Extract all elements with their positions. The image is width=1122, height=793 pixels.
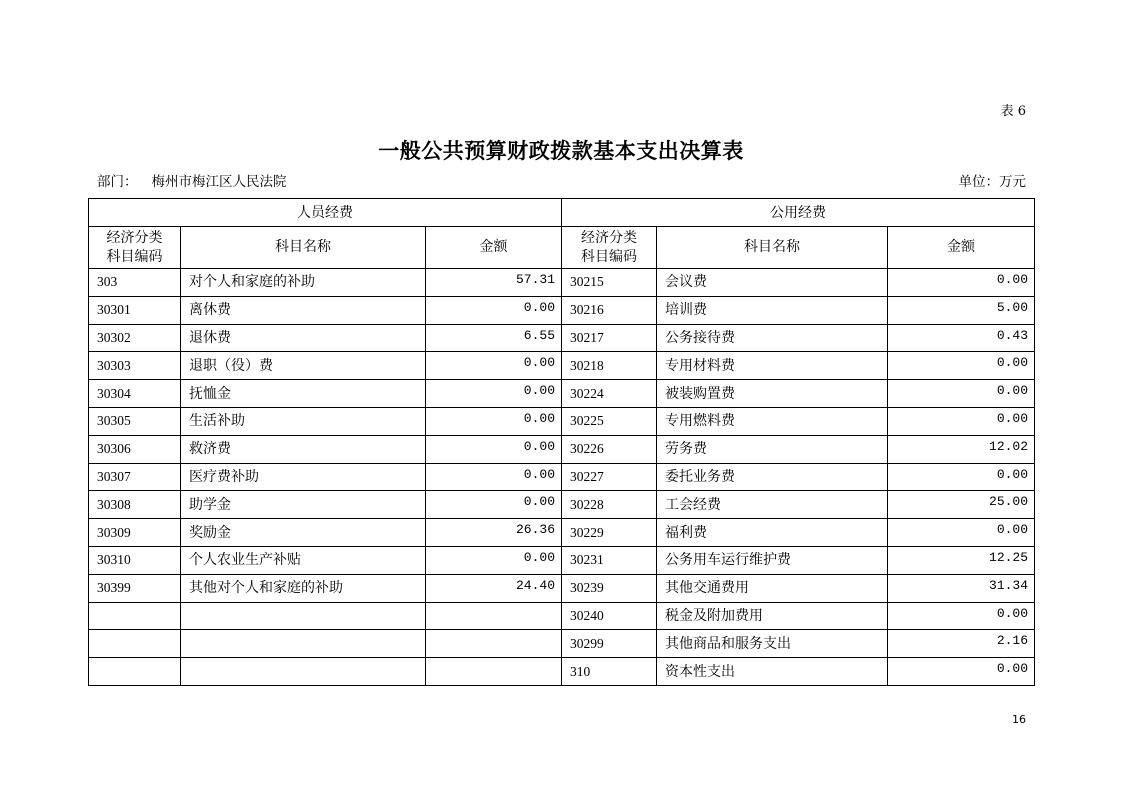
right-code-cell: 30227 — [562, 463, 657, 491]
right-code-cell: 30228 — [562, 491, 657, 519]
left-name-cell: 个人农业生产补贴 — [181, 546, 426, 574]
right-amount-cell: 0.00 — [888, 602, 1035, 630]
table-row — [89, 407, 1035, 435]
column-header-row — [89, 227, 1035, 269]
left-name-cell: 医疗费补助 — [181, 463, 426, 491]
right-code-cell: 30224 — [562, 380, 657, 408]
left-name-cell: 退休费 — [181, 324, 426, 352]
group-header-row — [89, 199, 1035, 227]
right-name-cell: 其他商品和服务支出 — [657, 630, 888, 658]
left-code-cell: 30301 — [89, 296, 181, 324]
right-name-cell: 劳务费 — [657, 435, 888, 463]
right-name-header: 科目名称 — [657, 227, 888, 269]
right-amount-cell: 0.00 — [888, 519, 1035, 547]
right-amount-cell: 0.00 — [888, 658, 1035, 686]
right-code-cell: 30239 — [562, 574, 657, 602]
right-name-cell: 培训费 — [657, 296, 888, 324]
left-amount-cell: 0.00 — [426, 380, 562, 408]
right-amount-cell: 0.00 — [888, 407, 1035, 435]
left-code-cell: 303 — [89, 269, 181, 297]
right-amount-cell: 31.34 — [888, 574, 1035, 602]
left-code-cell: 30308 — [89, 491, 181, 519]
code-header-line: 经济分类 — [106, 229, 163, 246]
left-amount-cell — [426, 630, 562, 658]
budget-table — [88, 198, 1035, 686]
left-amount-cell: 0.00 — [426, 352, 562, 380]
left-name-cell: 生活补助 — [181, 407, 426, 435]
right-amount-cell: 0.00 — [888, 352, 1035, 380]
left-name-cell: 对个人和家庭的补助 — [181, 269, 426, 297]
left-amount-cell: 6.55 — [426, 324, 562, 352]
right-name-cell: 其他交通费用 — [657, 574, 888, 602]
table-row — [89, 602, 1035, 630]
right-name-cell: 工会经费 — [657, 491, 888, 519]
left-name-header: 科目名称 — [181, 227, 426, 269]
right-amount-cell: 0.43 — [888, 324, 1035, 352]
right-code-cell: 30217 — [562, 324, 657, 352]
code-header-line: 科目编码 — [106, 248, 163, 265]
left-amount-cell: 57.31 — [426, 269, 562, 297]
left-code-cell: 30309 — [89, 519, 181, 547]
table-row — [89, 574, 1035, 602]
table-row — [89, 380, 1035, 408]
right-name-cell: 公务接待费 — [657, 324, 888, 352]
unit-label: 单位：万元 — [958, 174, 1026, 190]
table-row — [89, 463, 1035, 491]
table-row — [89, 630, 1035, 658]
code-header-line: 科目编码 — [581, 248, 638, 265]
left-amount-cell — [426, 658, 562, 686]
left-code-cell: 30303 — [89, 352, 181, 380]
right-name-cell: 会议费 — [657, 269, 888, 297]
table-row — [89, 324, 1035, 352]
table-row — [89, 296, 1035, 324]
left-code-cell: 30304 — [89, 380, 181, 408]
department-name: 梅州市梅江区人民法院 — [151, 174, 287, 190]
department-label: 部门： — [97, 174, 138, 190]
left-name-cell: 救济费 — [181, 435, 426, 463]
table-row — [89, 546, 1035, 574]
left-code-cell: 30306 — [89, 435, 181, 463]
public-expense-header: 公用经费 — [562, 199, 1035, 227]
right-code-cell: 310 — [562, 658, 657, 686]
left-code-cell: 30302 — [89, 324, 181, 352]
table-number: 表 6 — [1000, 104, 1026, 119]
right-name-cell: 税金及附加费用 — [657, 602, 888, 630]
right-amount-header: 金额 — [888, 227, 1035, 269]
right-code-cell: 30240 — [562, 602, 657, 630]
table-body — [89, 199, 1035, 686]
left-code-cell: 30310 — [89, 546, 181, 574]
left-code-cell — [89, 602, 181, 630]
right-amount-cell: 25.00 — [888, 491, 1035, 519]
left-name-cell — [181, 658, 426, 686]
left-name-cell: 抚恤金 — [181, 380, 426, 408]
right-code-cell: 30226 — [562, 435, 657, 463]
left-amount-cell: 0.00 — [426, 296, 562, 324]
left-name-cell: 退职（役）费 — [181, 352, 426, 380]
table-row — [89, 352, 1035, 380]
left-amount-cell: 0.00 — [426, 463, 562, 491]
left-amount-cell — [426, 602, 562, 630]
right-code-header — [562, 227, 657, 269]
table-row — [89, 519, 1035, 547]
left-amount-cell: 0.00 — [426, 435, 562, 463]
table-row — [89, 491, 1035, 519]
right-amount-cell: 0.00 — [888, 463, 1035, 491]
left-code-cell — [89, 630, 181, 658]
left-code-header — [89, 227, 181, 269]
page-title: 一般公共预算财政拨款基本支出决算表 — [378, 138, 744, 163]
right-amount-cell: 12.25 — [888, 546, 1035, 574]
right-name-cell: 被装购置费 — [657, 380, 888, 408]
left-amount-cell: 26.36 — [426, 519, 562, 547]
right-name-cell: 专用燃料费 — [657, 407, 888, 435]
right-amount-cell: 5.00 — [888, 296, 1035, 324]
left-name-cell: 离休费 — [181, 296, 426, 324]
left-amount-cell: 24.40 — [426, 574, 562, 602]
right-amount-cell: 0.00 — [888, 269, 1035, 297]
right-code-cell: 30225 — [562, 407, 657, 435]
left-name-cell: 助学金 — [181, 491, 426, 519]
right-amount-cell: 2.16 — [888, 630, 1035, 658]
left-name-cell: 奖励金 — [181, 519, 426, 547]
right-code-cell: 30229 — [562, 519, 657, 547]
right-name-cell: 福利费 — [657, 519, 888, 547]
personnel-expense-header: 人员经费 — [89, 199, 562, 227]
right-amount-cell: 12.02 — [888, 435, 1035, 463]
department-line — [97, 173, 287, 191]
left-code-cell: 30307 — [89, 463, 181, 491]
table-row — [89, 269, 1035, 297]
left-amount-cell: 0.00 — [426, 491, 562, 519]
table-row — [89, 658, 1035, 686]
right-name-cell: 公务用车运行维护费 — [657, 546, 888, 574]
left-amount-cell: 0.00 — [426, 407, 562, 435]
left-code-cell — [89, 658, 181, 686]
right-code-cell: 30299 — [562, 630, 657, 658]
code-header-line: 经济分类 — [581, 229, 638, 246]
left-name-cell — [181, 602, 426, 630]
left-code-cell: 30305 — [89, 407, 181, 435]
left-name-cell — [181, 630, 426, 658]
left-amount-cell: 0.00 — [426, 546, 562, 574]
left-code-cell: 30399 — [89, 574, 181, 602]
right-code-cell: 30231 — [562, 546, 657, 574]
left-name-cell: 其他对个人和家庭的补助 — [181, 574, 426, 602]
page-number: 16 — [1012, 713, 1026, 726]
right-code-cell: 30215 — [562, 269, 657, 297]
right-name-cell: 资本性支出 — [657, 658, 888, 686]
right-code-cell: 30218 — [562, 352, 657, 380]
right-code-cell: 30216 — [562, 296, 657, 324]
right-name-cell: 委托业务费 — [657, 463, 888, 491]
right-name-cell: 专用材料费 — [657, 352, 888, 380]
table-row — [89, 435, 1035, 463]
right-amount-cell: 0.00 — [888, 380, 1035, 408]
left-amount-header: 金额 — [426, 227, 562, 269]
